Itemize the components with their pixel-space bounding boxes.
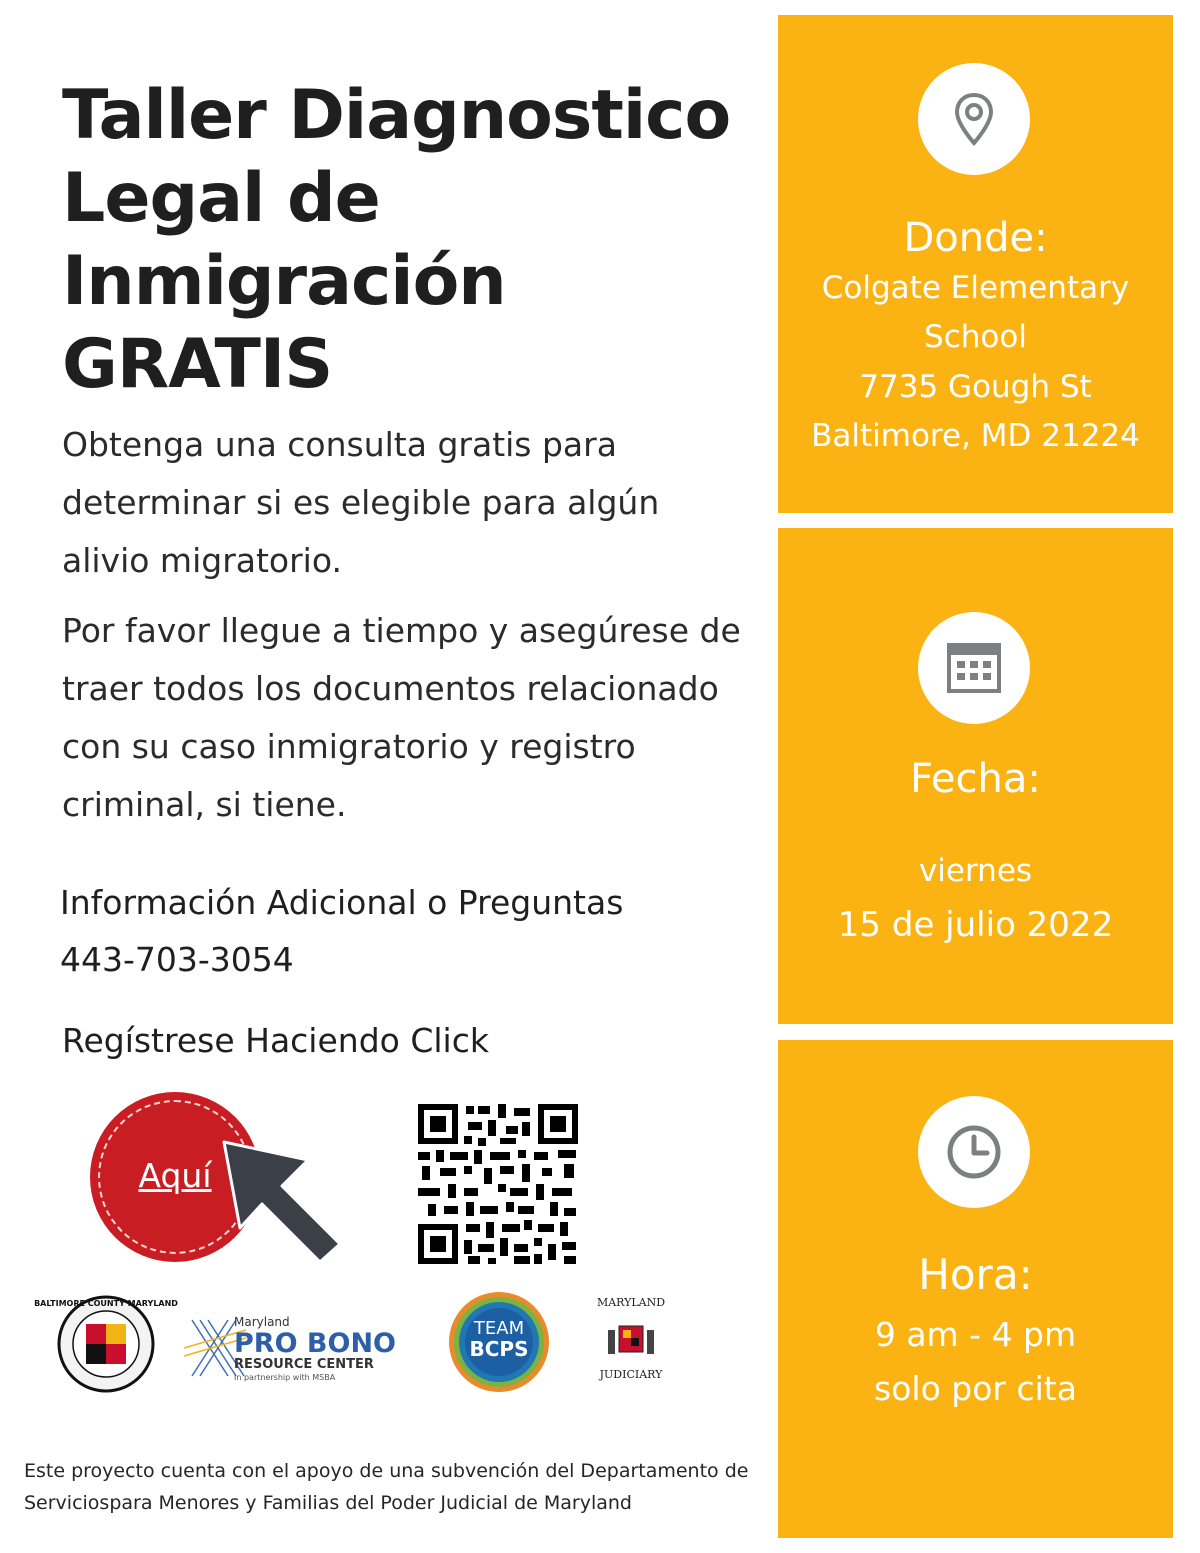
qr-code[interactable] [418,1104,578,1264]
judiciary-bottom-text: JUDICIARY [599,1368,663,1381]
intro-paragraph: Obtenga una consulta gratis para determinar si es elegible para algún alivio migratorio. [62,425,660,580]
where-line: Colgate Elementary [821,270,1130,306]
date-value: 15 de julio 2022 [837,905,1114,945]
probono-main-text: PRO BONO [234,1328,397,1359]
probono-logo [184,1315,396,1382]
date-weekday: viernes [918,853,1033,889]
probono-sub-text: RESOURCE CENTER [234,1357,374,1372]
time-note: solo por cita [874,1369,1077,1408]
baltimore-county-text: BALTIMORE COUNTY MARYLAND [34,1299,178,1308]
date-label: Fecha: [910,756,1041,802]
bcps-line2-text: BCPS [469,1337,529,1361]
date-panel [778,528,1173,1024]
time-label: Hora: [918,1250,1033,1299]
register-text: Regístrese Haciendo Click [62,1021,489,1060]
sponsor-logos [34,1290,706,1400]
instructions-paragraph: Por favor llegue a tiempo y asegúrese de traer todos los documentos relacionado con su caso inmigratorio y registro criminal, si tiene. [62,611,741,824]
title-line: GRATIS [62,325,333,404]
where-line: School [924,319,1027,355]
maryland-judiciary-seal [585,1294,677,1386]
time-range: 9 am - 4 pm [874,1315,1077,1354]
calendar-icon [918,612,1030,724]
register-button-label: Aquí [138,1156,212,1195]
probono-top-text: Maryland [234,1315,290,1329]
title-line: Taller Diagnostico [62,76,731,155]
where-label: Donde: [903,215,1048,261]
contact-label: Información Adicional o Preguntas [60,883,624,922]
title-line: Inmigración [62,242,506,321]
probono-partner-text: In partnership with MSBA [234,1373,336,1382]
judiciary-top-text: MARYLAND [596,1296,666,1309]
time-panel [778,1040,1173,1538]
pointer-arrow-icon [222,1140,344,1264]
page-title [62,74,762,406]
title-line: Legal de [62,159,380,238]
where-line: 7735 Gough St [859,369,1092,405]
baltimore-county-seal [34,1297,178,1391]
bcps-line1-text: TEAM [473,1318,525,1339]
team-bcps-logo [449,1292,549,1392]
contact-phone[interactable]: 443-703-3054 [60,940,294,979]
location-pin-icon [918,63,1030,175]
where-panel [778,15,1173,513]
funding-footnote: Este proyecto cuenta con el apoyo de una subvención del Departamento de Serviciospara Menores y Familias del Poder Judicial de Maryland [24,1460,749,1514]
clock-icon [918,1096,1030,1208]
where-line: Baltimore, MD 21224 [811,418,1140,454]
contact-info [60,874,760,988]
